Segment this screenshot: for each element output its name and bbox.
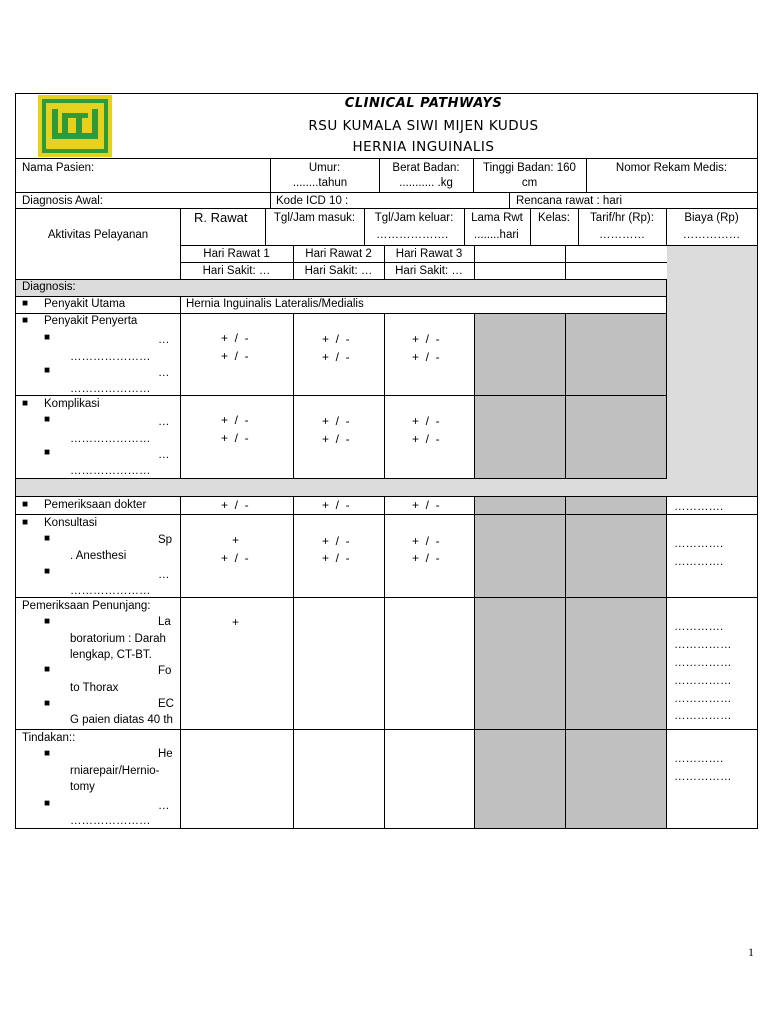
dots: ………………… — [70, 351, 151, 363]
bullet: ■ — [44, 447, 51, 458]
ellipsis: … — [158, 449, 170, 461]
vline — [270, 192, 271, 209]
consult-label: Konsultasi — [44, 517, 98, 529]
hline — [16, 514, 758, 515]
pm: + / - — [221, 413, 249, 427]
vline — [384, 313, 385, 479]
record-number-label: Nomor Rekam Medis: — [615, 162, 728, 174]
cost-dots: …………. — [674, 753, 724, 765]
dots: ………………… — [70, 585, 151, 597]
dots: ………………… — [70, 815, 151, 827]
plus: + — [232, 533, 240, 547]
vline — [384, 496, 385, 829]
hline — [667, 208, 758, 209]
pm: + / - — [221, 431, 249, 445]
pm: + / - — [412, 498, 440, 512]
icd-label: Kode ICD 10 : — [276, 195, 349, 207]
tariff-header: Tarif/hr (Rp): — [590, 212, 654, 224]
pm: + / - — [322, 432, 350, 446]
pm: + / - — [322, 332, 350, 346]
ecg-label: G paien diatas 40 th — [70, 714, 173, 726]
day2-header: Hari Rawat 2 — [305, 248, 372, 260]
pm: + / - — [412, 350, 440, 364]
hline — [16, 729, 758, 730]
pm: + / - — [221, 498, 249, 512]
activity-header: Aktivitas Pelayanan — [47, 229, 149, 241]
ellipsis: … — [158, 334, 170, 346]
sp-label: Sp — [158, 534, 173, 546]
room-header: R. Rawat — [194, 210, 248, 225]
ellipsis: … — [158, 800, 170, 812]
sick3: Hari Sakit: … — [395, 265, 463, 277]
doctor-exam-label: Pemeriksaan dokter — [44, 499, 147, 511]
age-unit: ........tahun — [292, 177, 348, 189]
plan-label: Rencana rawat : hari — [516, 195, 623, 207]
pm: + / - — [322, 350, 350, 364]
cost-dots: …………… — [674, 639, 732, 651]
cost-dots: …………. — [674, 556, 724, 568]
vline — [666, 279, 667, 479]
ec-label: EC — [158, 698, 174, 710]
disease-name: HERNIA INGUINALIS — [352, 139, 495, 155]
sick1: Hari Sakit: … — [202, 265, 271, 277]
comorbid-label: Penyakit Penyerta — [44, 315, 138, 327]
bullet: ■ — [44, 798, 51, 809]
hospital-name: RSU KUMALA SIWI MIJEN KUDUS — [308, 118, 539, 134]
cost-dots: …………. — [674, 621, 724, 633]
pm: + / - — [412, 332, 440, 346]
hline — [16, 93, 758, 94]
bullet: ■ — [44, 698, 51, 709]
anesthesi-label: . Anesthesi — [70, 550, 127, 562]
day1-header: Hari Rawat 1 — [203, 248, 270, 260]
patient-name-label: Nama Pasien: — [22, 162, 95, 174]
class-header: Kelas: — [538, 212, 570, 224]
vline — [474, 313, 475, 479]
out-dots: ………………. — [376, 229, 449, 241]
bullet: ■ — [44, 365, 51, 376]
diagnosis-row-shade — [16, 279, 667, 296]
la-label: La — [158, 616, 171, 628]
bullet: ■ — [44, 566, 51, 577]
tariff-dots: ………… — [599, 229, 645, 241]
main-disease-value: Hernia Inguinalis Lateralis/Medialis — [186, 298, 364, 310]
height-label: Tinggi Badan: 160 — [483, 162, 576, 174]
hernia-line2: tomy — [70, 781, 95, 793]
cost-dots: …………… — [674, 657, 732, 669]
vline — [180, 496, 181, 829]
pm: + / - — [221, 349, 249, 363]
cost-dots: …………… — [674, 693, 732, 705]
vline — [509, 192, 510, 209]
lab-line1: boratorium : Darah — [70, 633, 166, 645]
page-title: CLINICAL PATHWAYS — [344, 96, 503, 111]
vline — [666, 496, 667, 829]
dots: ………………… — [70, 465, 151, 477]
los-unit: ........hari — [474, 229, 519, 241]
pm: + / - — [322, 551, 350, 565]
ellipsis: … — [158, 416, 170, 428]
lab-line2: lengkap, CT-BT. — [70, 649, 152, 661]
in-header: Tgl/Jam masuk: — [273, 212, 356, 224]
bullet: ■ — [22, 315, 29, 326]
plus: + — [232, 615, 240, 629]
los-header: Lama Rwt — [471, 212, 523, 224]
pm: + / - — [322, 534, 350, 548]
hernia-line1: rniarepair/Hernio- — [70, 765, 160, 777]
pm: + / - — [322, 498, 350, 512]
cost-column-shade — [667, 246, 757, 496]
vline — [474, 245, 475, 279]
cost-header: Biaya (Rp) — [684, 212, 739, 224]
bullet: ■ — [22, 298, 29, 309]
bullet: ■ — [44, 332, 51, 343]
dots: ………………… — [70, 383, 151, 395]
bullet: ■ — [22, 499, 29, 510]
ellipsis: … — [158, 367, 170, 379]
pm: + / - — [412, 414, 440, 428]
bullet: ■ — [44, 414, 51, 425]
hline — [16, 208, 667, 209]
pm: + / - — [412, 534, 440, 548]
hline — [16, 279, 667, 280]
vline — [293, 313, 294, 479]
hline — [180, 245, 758, 246]
bullet: ■ — [44, 748, 51, 759]
hline — [180, 262, 667, 263]
out-header: Tgl/Jam keluar: — [374, 212, 454, 224]
vline — [565, 496, 566, 829]
bullet: ■ — [22, 398, 29, 409]
separator-row-shade — [16, 478, 667, 496]
diagnosis-label: Diagnosis: — [22, 281, 76, 293]
bullet: ■ — [22, 517, 29, 528]
height-unit: cm — [521, 177, 538, 189]
pm: + / - — [412, 432, 440, 446]
vline — [293, 496, 294, 829]
cost-dots: …………… — [682, 229, 741, 241]
hline — [16, 496, 758, 497]
cost-dots: …………. — [674, 501, 724, 513]
initial-diagnosis-label: Diagnosis Awal: — [22, 195, 103, 207]
dots: ………………… — [70, 433, 151, 445]
support-exam-label: Pemeriksaan Penunjang: — [22, 600, 151, 612]
hline — [16, 158, 758, 159]
cost-dots: …………… — [674, 710, 732, 722]
main-disease-label: Penyakit Utama — [44, 298, 126, 310]
cost-dots: …………… — [674, 675, 732, 687]
he-label: He — [158, 748, 173, 760]
page-number: 1 — [748, 945, 754, 959]
weight-unit: ........... .kg — [399, 177, 453, 189]
thorax-label: to Thorax — [70, 682, 119, 694]
vline — [565, 313, 566, 479]
hospital-logo — [38, 95, 112, 157]
vline — [757, 93, 758, 829]
fo-label: Fo — [158, 665, 172, 677]
pm: + / - — [221, 551, 249, 565]
vline — [474, 496, 475, 829]
ellipsis: … — [158, 569, 170, 581]
sick2: Hari Sakit: … — [304, 265, 373, 277]
hline — [16, 192, 758, 193]
pm: + / - — [221, 331, 249, 345]
bullet: ■ — [44, 616, 51, 627]
pm: + / - — [322, 414, 350, 428]
pm: + / - — [412, 551, 440, 565]
cost-dots: …………… — [674, 771, 732, 783]
hline — [16, 478, 667, 479]
weight-label: Berat Badan: — [392, 162, 460, 174]
age-label: Umur: — [308, 162, 341, 174]
complication-label: Komplikasi — [44, 398, 100, 410]
bullet: ■ — [44, 664, 51, 675]
vline — [15, 93, 16, 829]
cost-dots: …………. — [674, 538, 724, 550]
vline — [180, 296, 181, 479]
vline — [565, 245, 566, 279]
action-label: Tindakan:: — [22, 732, 76, 744]
gray-block-2 — [475, 496, 667, 829]
bullet: ■ — [44, 533, 51, 544]
day3-header: Hari Rawat 3 — [395, 248, 463, 260]
hline — [16, 828, 758, 829]
